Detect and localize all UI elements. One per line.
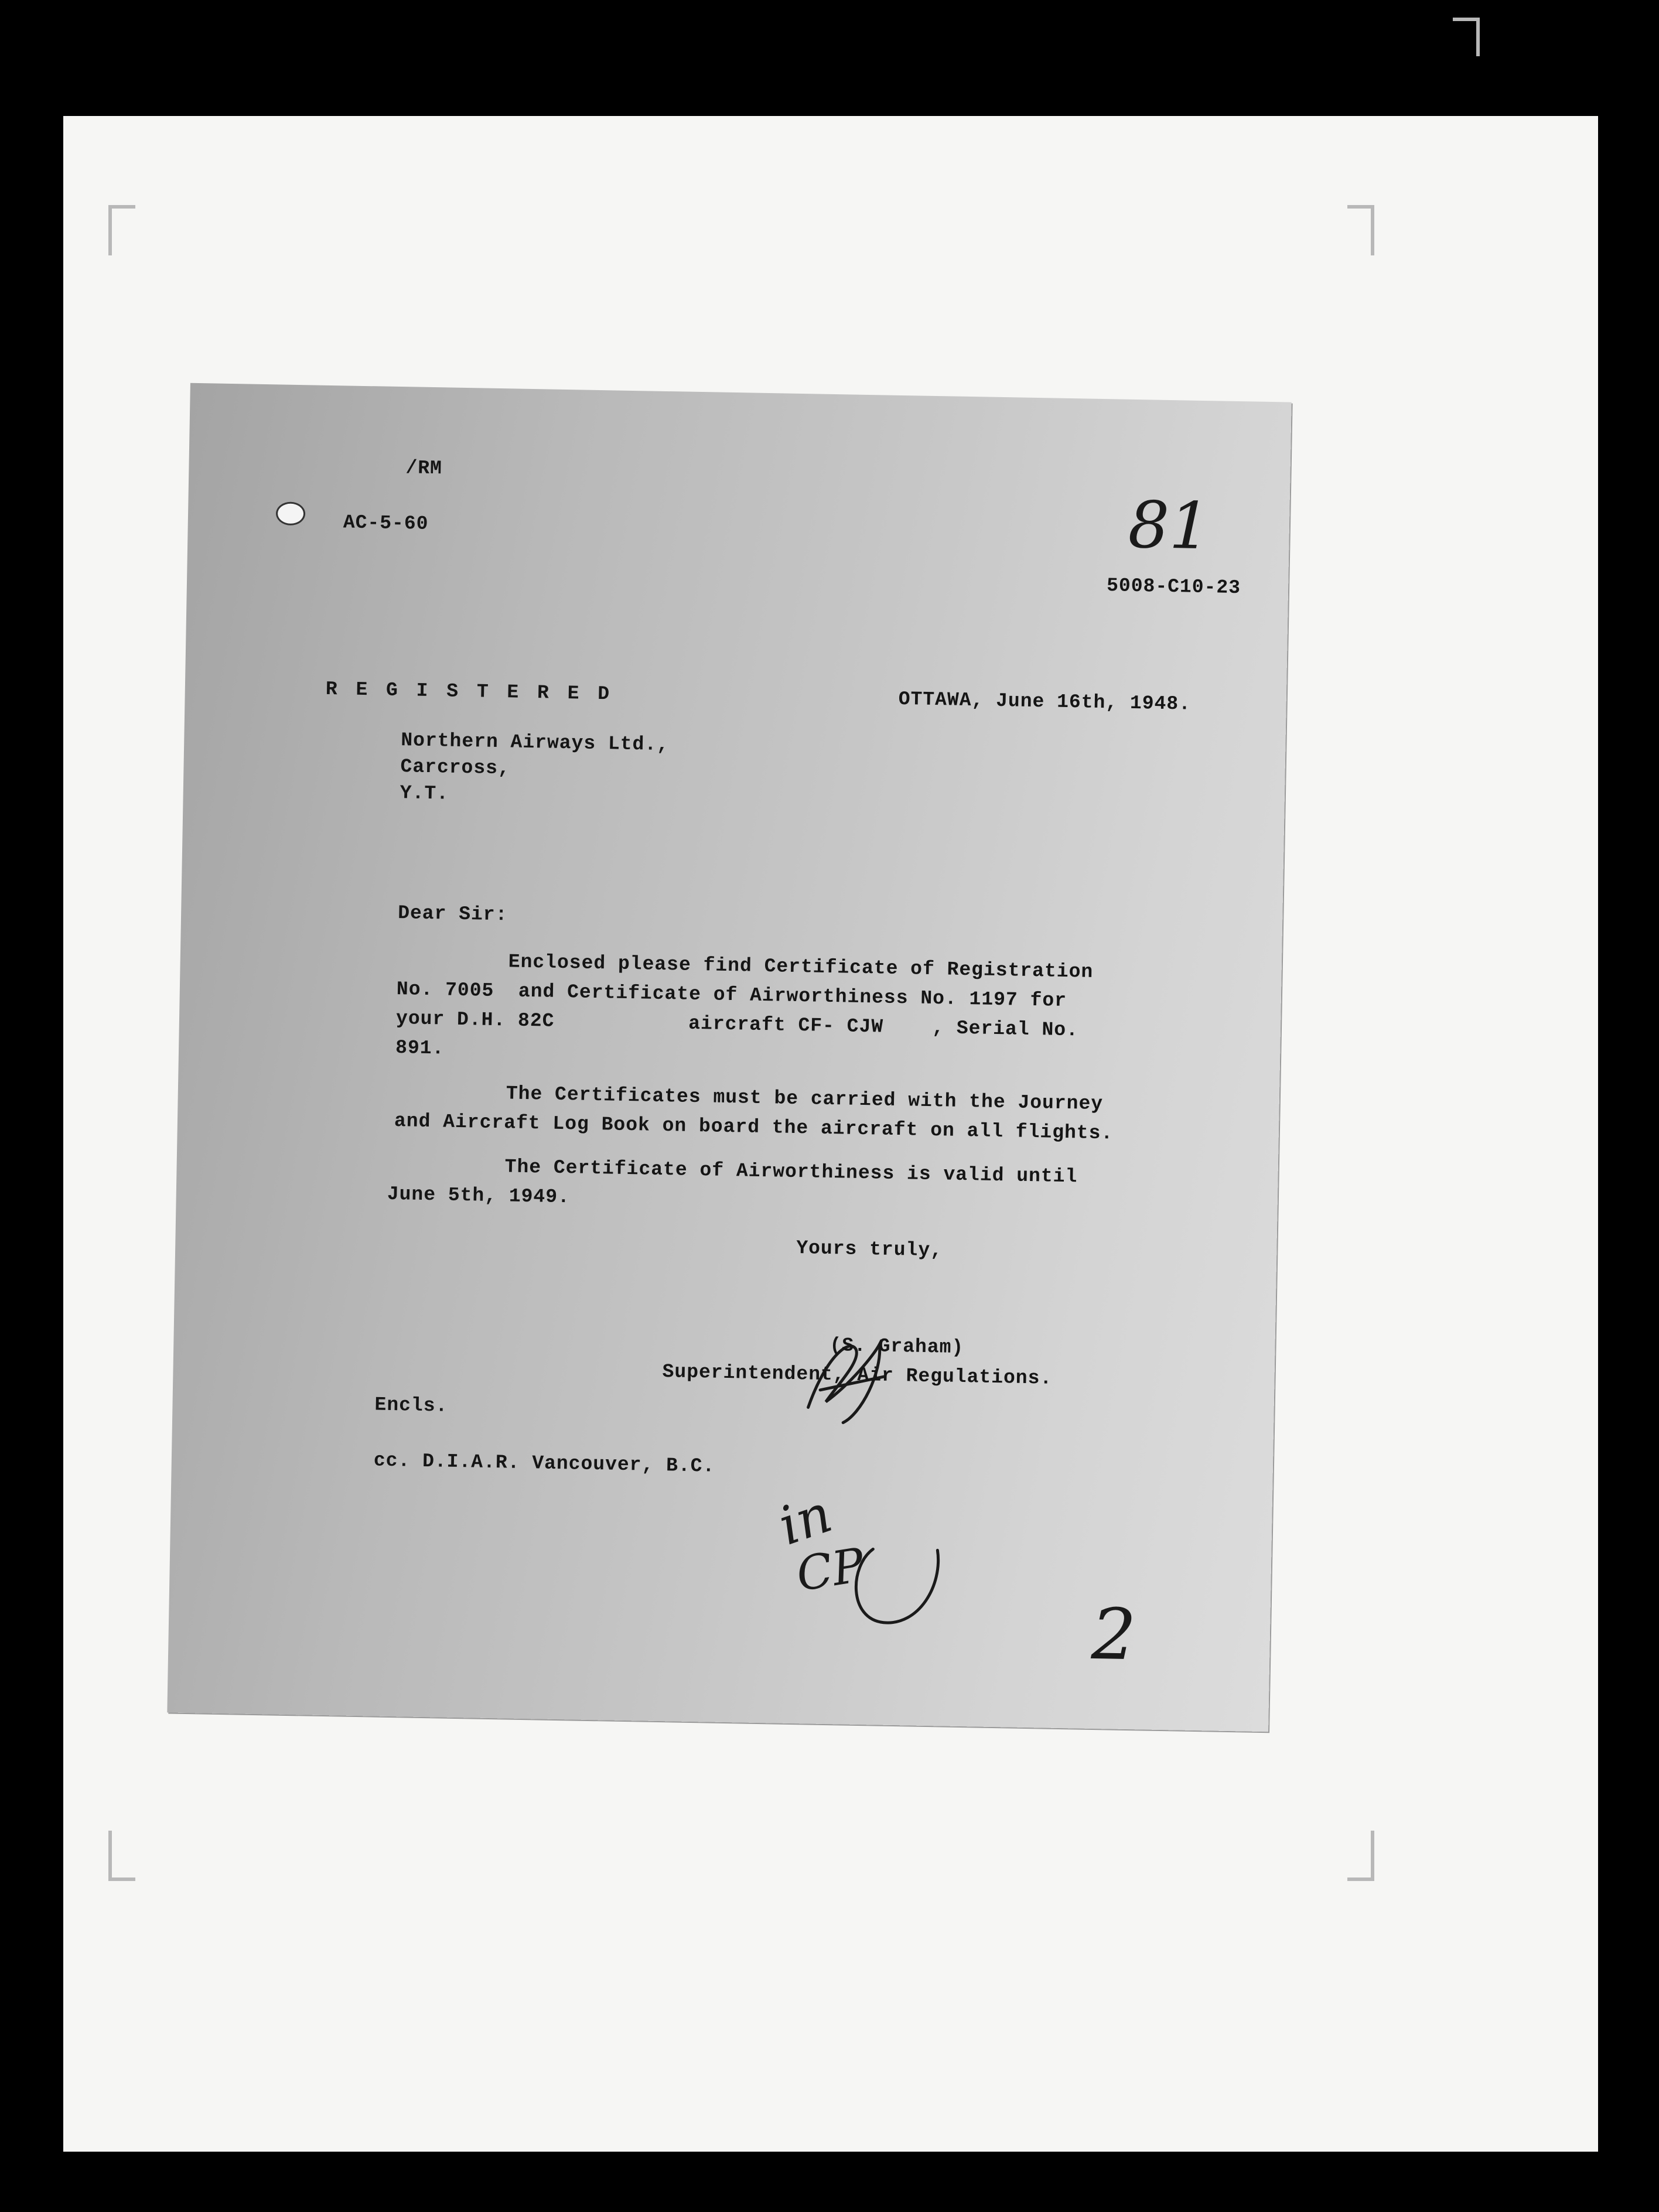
crop-mark — [1347, 1831, 1374, 1881]
body-line: June 5th, 1949. — [387, 1183, 571, 1209]
carbon-copy: cc. D.I.A.R. Vancouver, B.C. — [373, 1449, 715, 1477]
handwritten-note: in — [771, 1483, 839, 1558]
body-line: No. 7005 and Certificate of Airworthiness No. 1197 for — [396, 978, 1067, 1012]
address-line-2: Carcross, — [400, 756, 511, 780]
body-line: Enclosed please find Certificate of Registration — [508, 951, 1094, 983]
letter-page — [167, 383, 1291, 1732]
body-line: 891. — [395, 1037, 445, 1060]
body-line: your D.H. 82C aircraft CF- CJW , Serial No. — [395, 1008, 1079, 1042]
handwritten-note: CP — [793, 1537, 868, 1602]
body-line: The Certificate of Airworthiness is valid until — [504, 1156, 1078, 1188]
body-line: and Aircraft Log Book on board the aircraft on all flights. — [394, 1110, 1114, 1145]
handwritten-page-number: 81 — [1127, 487, 1211, 564]
handwritten-loop — [837, 1531, 955, 1638]
salutation: Dear Sir: — [397, 902, 508, 926]
file-reference-left: AC-5-60 — [343, 511, 429, 535]
address-line-1: Northern Airways Ltd., — [401, 729, 670, 756]
handwritten-corner-mark: 2 — [1090, 1593, 1137, 1677]
crop-mark — [1347, 205, 1374, 255]
body-line: The Certificates must be carried with the Journey — [506, 1083, 1104, 1115]
typist-initials: /RM — [405, 457, 443, 480]
registered-mark: R E G I S T E R E D — [325, 678, 613, 705]
signatory-title: Superintendent, Air Regulations. — [662, 1361, 1053, 1390]
crop-mark — [108, 205, 135, 255]
file-reference-right: 5008-C10-23 — [1106, 575, 1241, 599]
closing: Yours truly, — [796, 1237, 943, 1262]
punch-hole — [276, 501, 306, 525]
place-date: OTTAWA, June 16th, 1948. — [898, 688, 1192, 715]
address-line-3: Y.T. — [400, 782, 449, 805]
enclosures: Encls. — [374, 1394, 448, 1417]
crop-mark — [1453, 18, 1480, 56]
signatory-name: (S. Graham) — [830, 1334, 964, 1359]
crop-mark — [108, 1831, 135, 1881]
